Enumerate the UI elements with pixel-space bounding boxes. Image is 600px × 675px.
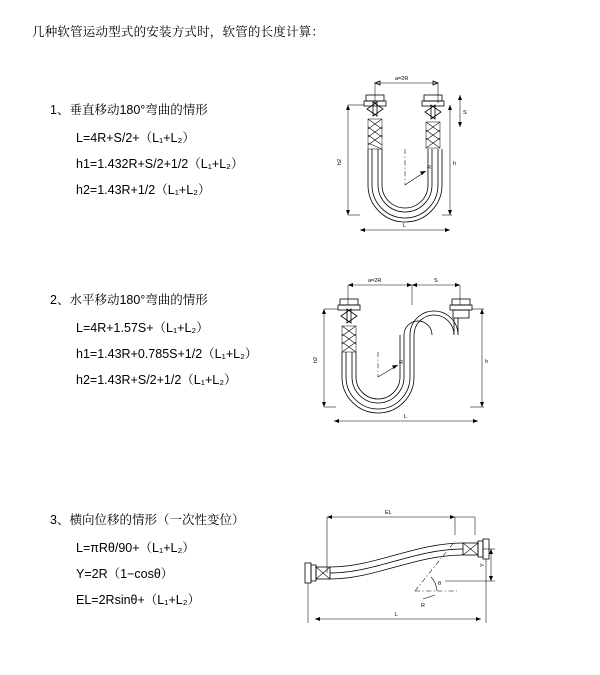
svg-text:L: L — [395, 612, 399, 618]
section-3-formula-2: Y=2R（1−cosθ） — [76, 567, 174, 581]
section-2-formula-2: h1=1.43R+0.785S+1/2（L₁+L₂） — [76, 347, 258, 361]
svg-text:S: S — [463, 110, 467, 116]
svg-text:a=2R: a=2R — [368, 278, 382, 284]
svg-text:a=2R: a=2R — [395, 76, 409, 82]
section-3-formula-1: L=πRθ/90+（L₁+L₂） — [76, 541, 195, 555]
section-1-text — [50, 100, 320, 206]
section-3-formula-3: EL=2Rsinθ+（L₁+L₂） — [76, 593, 201, 607]
svg-text:h: h — [453, 161, 457, 167]
section-1-figure — [300, 65, 500, 265]
svg-text:R: R — [399, 360, 403, 366]
svg-text:R: R — [421, 603, 425, 609]
svg-text:θ: θ — [438, 581, 442, 587]
svg-text:Y: Y — [480, 563, 486, 567]
section-1-formula-2: h1=1.432R+S/2+1/2（L₁+L₂） — [76, 157, 244, 171]
section-3-title: 3、横向位移的情形（一次性变位） — [50, 513, 245, 527]
section-2-figure — [300, 265, 500, 445]
section-2-title: 2、水平移动180°弯曲的情形 — [50, 293, 208, 307]
svg-text:h: h — [485, 359, 489, 365]
section-1-title: 1、垂直移动180°弯曲的情形 — [50, 103, 208, 117]
section-2-text — [50, 290, 320, 396]
svg-text:S: S — [434, 278, 438, 284]
svg-text:h2: h2 — [313, 356, 319, 363]
page-heading: 几种软管运动型式的安装方式时，软管的长度计算： — [32, 25, 325, 39]
section-2-formula-1: L=4R+1.57S+（L₁+L₂） — [76, 321, 209, 335]
section-1-formula-1: L=4R+S/2+（L₁+L₂） — [76, 131, 195, 145]
section-3-figure — [295, 495, 500, 635]
svg-text:L: L — [403, 223, 407, 229]
section-3-text — [50, 510, 320, 616]
svg-text:L: L — [404, 414, 408, 420]
svg-text:R: R — [427, 165, 431, 171]
svg-text:h2: h2 — [337, 158, 343, 165]
svg-text:EL: EL — [385, 510, 392, 516]
section-2-formula-3: h2=1.43R+S/2+1/2（L₁+L₂） — [76, 373, 237, 387]
section-1-formula-3: h2=1.43R+1/2（L₁+L₂） — [76, 183, 211, 197]
